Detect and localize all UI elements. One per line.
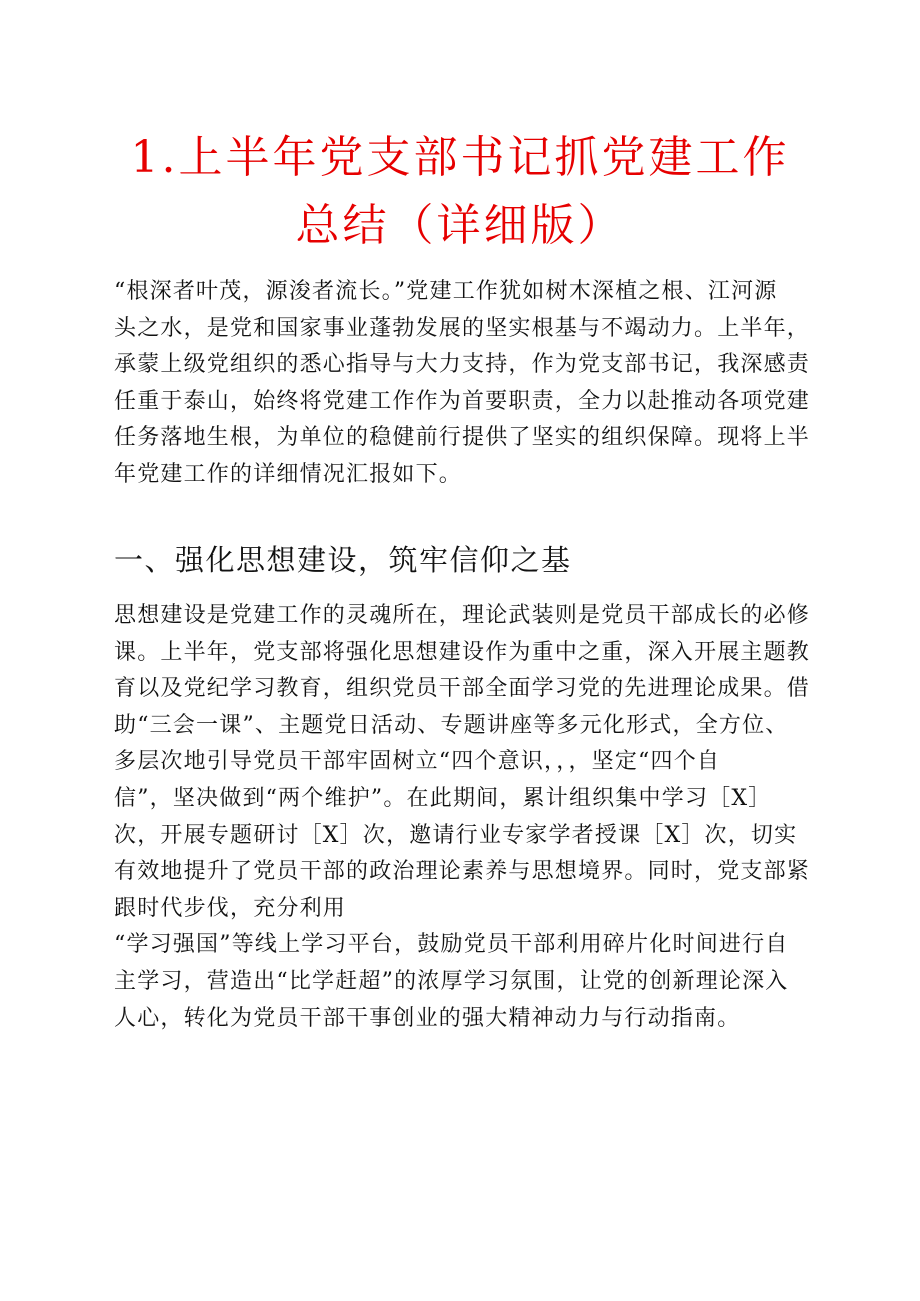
section-1-line: “学习强国”等线上学习平台，鼓励党员干部利用碎片化时间进行自 (114, 932, 789, 958)
section-1-line: 育以及党纪学习教育，组织党员干部全面学习党的先进理论成果。借 (114, 676, 811, 702)
intro-line: 任重于泰山，始终将党建工作作为首要职责，全力以赴推动各项党建 (114, 388, 811, 414)
section-1-line: 信”，坚决做到“两个维护”。在此期间，累计组织集中学习［X］ (114, 785, 772, 811)
section-1-line: 助“三会一课”、主题党日活动、专题讲座等多元化形式，全方位、 (114, 712, 789, 738)
section-1-line: 主学习，营造出“比学赶超”的浓厚学习氛围，让党的创新理论深入 (114, 968, 789, 994)
section-1-line: 思想建设是党建工作的灵魂所在，理论武装则是党员干部成长的必修 (114, 603, 811, 628)
section-1-line: 课。上半年，党支部将强化思想建设作为重中之重，深入开展主题教 (114, 639, 811, 665)
section-1-paragraph (114, 598, 811, 1037)
intro-line: 年党建工作的详细情况汇报如下。 (114, 461, 463, 487)
intro-line: 承蒙上级党组织的悉心指导与大力支持，作为党支部书记，我深感责 (114, 352, 811, 378)
section-1-line: 多层次地引导党员干部牢固树立“四个意识，，，坚定“四个自 (114, 749, 721, 775)
section-1-line: 次，开展专题研讨［X］次，邀请行业专家学者授课［X］次，切实 (114, 822, 798, 848)
document-title-line-1: 1.上半年党支部书记抓党建工作 (130, 132, 790, 183)
intro-line: 任务落地生根，为单位的稳健前行提供了坚实的组织保障。现将上半 (114, 425, 811, 451)
section-1-line: 有效地提升了党员干部的政治理论素养与思想境界。同时，党支部紧 (114, 859, 811, 885)
section-1-line: 跟时代步伐，充分利用 (114, 895, 347, 921)
document-title-line-2: 总结（详细版） (295, 200, 625, 251)
intro-paragraph (114, 274, 811, 494)
section-heading-1: 一、强化思想建设，筑牢信仰之基 (114, 543, 572, 577)
section-1-line: 人心，转化为党员干部干事创业的强大精神动力与行动指南。 (114, 1005, 741, 1031)
intro-line: “根深者叶茂，源浚者流长。”党建工作犹如树木深植之根、江河源 (114, 279, 778, 304)
intro-line: 头之水，是党和国家事业蓬勃发展的坚实根基与不竭动力。上半年， (114, 315, 811, 341)
